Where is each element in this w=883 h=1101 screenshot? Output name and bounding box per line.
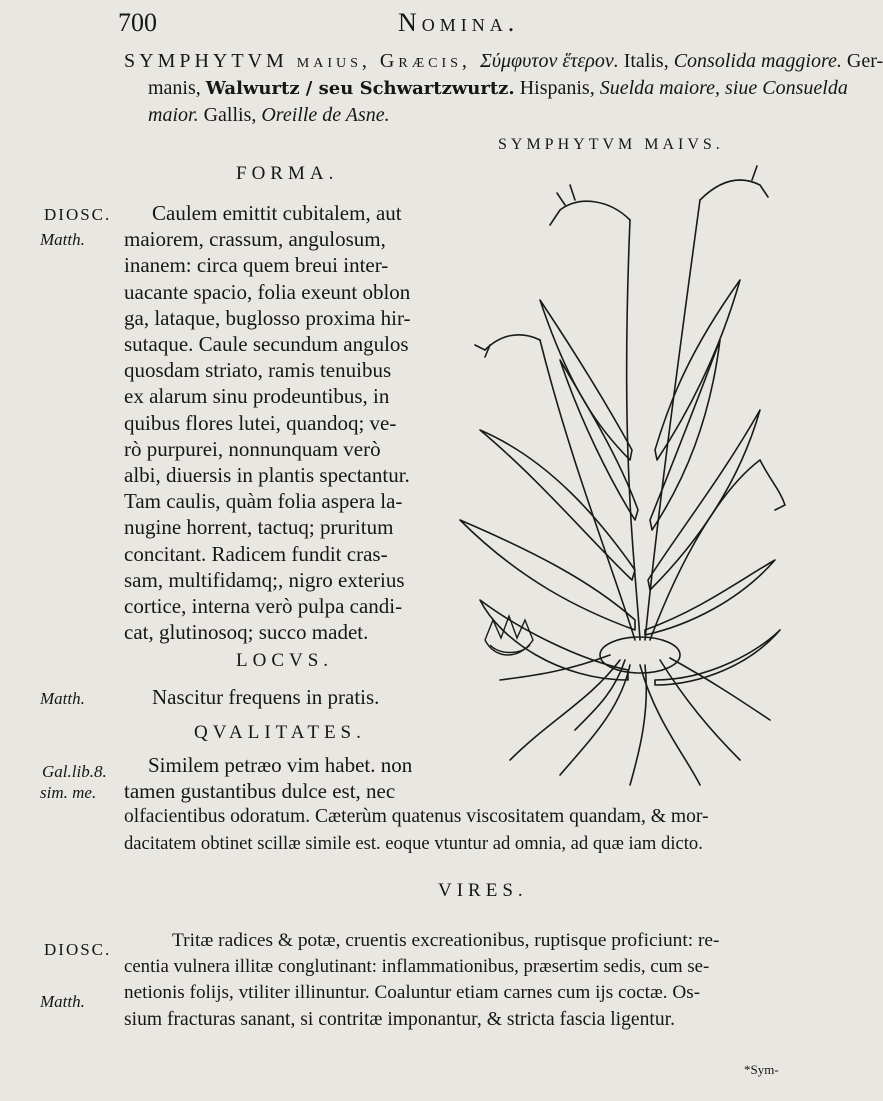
text-line: olfacientibus odoratum. Cæterùm quatenus viscositatem quandam, & mor- [124, 806, 709, 828]
names-german: Walwurtz / seu Schwartzwurtz. [205, 78, 515, 99]
text-line: centia vulnera illitæ conglutinant: inflammationibus, præsertim sedis, cum se- [124, 956, 710, 978]
vires-text [124, 928, 720, 1033]
text-line: maiorem, crassum, angulosum, [124, 227, 386, 252]
page-number: 700 [118, 8, 157, 37]
text-line: ex alarum sinu prodeuntibus, in [124, 384, 390, 409]
text-line: concitant. Radicem fundit cras- [124, 541, 388, 566]
qualitates-heading: QVALITATES. [194, 722, 366, 743]
text-line: netionis folijs, vtiliter illinuntur. Coaluntur etiam carnes cum ijs coctæ. Os- [124, 982, 701, 1004]
text-line: rò purpurei, nonnunquam verò [124, 436, 381, 461]
names-text: manis, [148, 77, 206, 99]
forma-text [124, 200, 454, 645]
names-text: Italis, [618, 50, 674, 72]
names-greek: Σύμφυτον ἕτερον. [479, 50, 619, 72]
catchword: *Sym- [744, 1062, 779, 1077]
text-line: quosdam striato, ramis tenuibus [124, 358, 392, 383]
locus-margin-matthiolus: Matth. [40, 689, 85, 708]
text-line: Tam caulis, quàm folia aspera la- [124, 489, 403, 514]
text-line: Similem petræo vim habet. non [148, 753, 413, 777]
text-line: sium fracturas sanant, si contritæ imponantur, & stricta fascia ligentur. [124, 1008, 675, 1030]
running-head: Nomina. [398, 8, 520, 37]
plant-title: SYMPHYTVM MAIVS. [498, 136, 724, 153]
text-line: albi, diuersis in plantis spectantur. [124, 463, 410, 488]
locus-text: Nascitur frequens in pratis. [152, 685, 380, 709]
text-line: inanem: circa quem breui inter- [124, 253, 389, 278]
names-line-1 [124, 48, 883, 75]
forma-heading: FORMA. [236, 163, 339, 184]
forma-margin-matthiolus: Matth. [40, 230, 85, 249]
text-line: dacitatem obtinet scillæ simile est. eoque vtuntur ad omnia, ad quæ iam dicto. [124, 832, 703, 854]
text-line: Tritæ radices & potæ, cruentis excreationibus, ruptisque proficiunt: re- [172, 930, 720, 951]
vires-heading: VIRES. [438, 880, 528, 901]
names-line-3 [148, 102, 390, 129]
names-spanish-cont: maior. [148, 104, 199, 126]
names-spanish: Suelda maiore, siue Consuelda [599, 77, 848, 99]
text-line: quibus flores lutei, quandoq; ve- [124, 410, 397, 435]
qualitates-margin-simples: sim. me. [40, 783, 97, 802]
text-line: cat, glutinosoq; succo madet. [124, 620, 369, 645]
text-line: sam, multifidamq;, nigro exterius [124, 567, 405, 592]
names-french: Oreille de Asne. [261, 104, 390, 126]
comfrey-woodcut-illustration [440, 160, 785, 800]
names-line-2 [148, 75, 848, 102]
qualitates-margin-galen: Gal.lib.8. [42, 762, 107, 781]
text-line: ga, lataque, buglosso proxima hir- [124, 305, 411, 330]
vires-margin-dioscorides: DIOSC. [44, 940, 112, 959]
text-line: Caulem emittit cubitalem, aut [152, 201, 402, 225]
names-italian: Consolida maggiore. [673, 50, 842, 72]
text-line: sutaque. Caule secundum angulos [124, 332, 409, 357]
vires-margin-matthiolus: Matth. [40, 992, 85, 1011]
text-line: nugine horrent, tactuq; pruritum [124, 515, 394, 540]
names-text: SYMPHYTVM maius, Græcis, [124, 50, 480, 72]
names-text: Gallis, [198, 104, 262, 126]
text-line: tamen gustantibus dulce est, nec [124, 779, 396, 804]
names-text: Hispanis, [514, 77, 600, 99]
names-text: Ger- [841, 50, 883, 72]
locus-heading: LOCVS. [236, 650, 334, 671]
text-line: cortice, interna verò pulpa candi- [124, 594, 403, 619]
text-line: uacante spacio, folia exeunt oblon [124, 279, 411, 304]
forma-margin-dioscorides: DIOSC. [44, 205, 112, 224]
